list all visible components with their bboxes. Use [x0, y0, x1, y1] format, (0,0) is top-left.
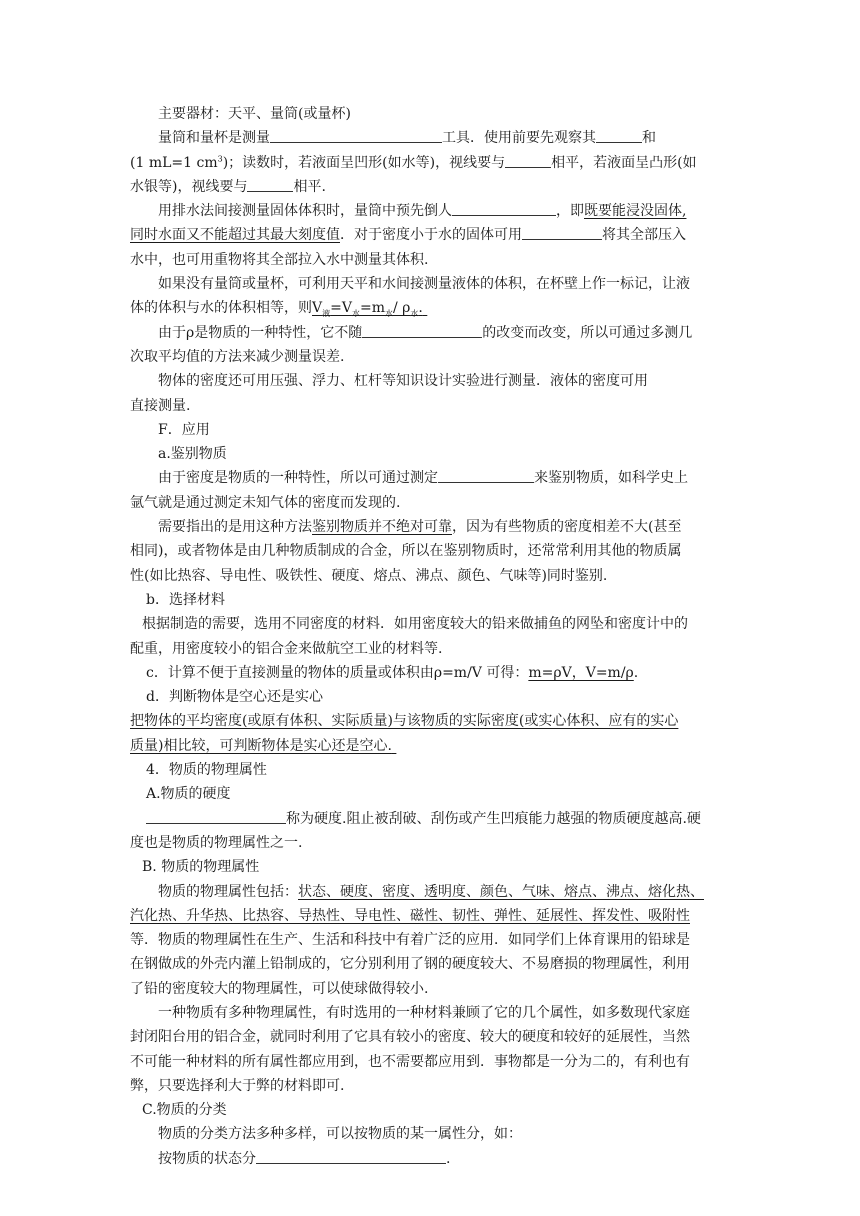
line-displacement-end: 水中，也可用重物将其全部拉入水中测量其体积. [130, 251, 429, 268]
line-no-cylinder: 如果没有量筒或量杯，可利用天平和水间接测量液体的体积，在杯壁上作一标记，让液 [158, 276, 690, 293]
heading-hollow: d．判断物体是空心还是实心 [146, 689, 323, 706]
heading-properties: B. 物质的物理属性 [142, 859, 260, 876]
line-reading-cont: 水银等)，视线要与 相平. [130, 175, 730, 199]
line-equipment: 主要器材：天平、量筒(或量杯) [158, 106, 351, 122]
document-body [130, 102, 730, 1171]
line-average: 次取平均值的方法来减少测量误差. [130, 348, 345, 365]
answer-blank[interactable] [256, 1148, 446, 1164]
line-by-state: 按物质的状态分 . [130, 1147, 730, 1171]
line-properties-list: 汽化热、升华热、比热容、导热性、导电性、磁性、韧性、弹性、延展性、挥发性、吸附性 [130, 907, 690, 924]
heading-materials: b．选择材料 [146, 591, 225, 608]
heading-section-4: 4．物质的物理属性 [146, 762, 267, 779]
answer-blank[interactable] [522, 224, 602, 240]
line-shot-put-end: 了铅的密度较大的物理属性，可以使球做得较小. [130, 980, 429, 997]
line-displacement-cont: 同时水面又不能超过其最大刻度值．对于密度小于水的固体可用 将其全部压入 [130, 223, 730, 247]
line-cylinder-intro: 量筒和量杯是测量 工具．使用前要先观察其 和 [130, 126, 730, 150]
answer-blank[interactable] [247, 176, 293, 192]
answer-blank[interactable] [270, 127, 442, 143]
line-materials-cont: 配重，用密度较小的铝合金来做航空工业的材料等. [130, 640, 443, 657]
answer-blank[interactable] [596, 127, 642, 143]
line-calculate: c．计算不便于直接测量的物体的质量或体积由ρ=m/V 可得：m=ρV，V=m/ρ. [146, 664, 639, 681]
line-note-cont: 相同)，或者物体是由几种物质制成的合金，所以在鉴别物质时，还常常利用其他的物质属 [130, 543, 682, 560]
answer-blank[interactable] [438, 467, 534, 483]
line-hollow: 把物体的平均密度(或原有体积、实际质量)与该物质的实际密度(或实心体积、应有的实心 [130, 713, 679, 730]
heading-hardness: A.物质的硬度 [146, 786, 231, 803]
line-classification: 物质的分类方法多种多样，可以按物质的某一属性分，如： [158, 1126, 522, 1143]
line-identify: 由于密度是物质的一种特性，所以可通过测定 来鉴别物质，如科学史上 [130, 466, 730, 490]
line-density-property: 由于ρ是物质的一种特性，它不随 的改变而改变，所以可通过多测几 [130, 321, 730, 345]
line-direct: 直接测量. [130, 397, 191, 414]
line-materials: 根据制造的需要，选用不同密度的材料．如用密度较大的铅来做捕鱼的网坠和密度计中的 [142, 616, 688, 633]
line-hardness: 称为硬度.阻止被刮破、刮伤或产生凹痕能力越强的物质硬度越高.硬 [130, 807, 730, 831]
line-aluminum: 封闭阳台用的铝合金，就同时利用了它具有较小的密度、较大的硬度和较好的延展性，当然 [130, 1029, 690, 1046]
line-volume-formula: 体的体积与水的体积相等，则$V_液=V_水=m_水/$ $\rho_水$. [130, 296, 730, 320]
line-hollow-cont: 质量)相比较，可判断物体是实心还是空心. [130, 737, 392, 754]
answer-blank[interactable] [362, 322, 482, 338]
line-note-end: 性(如比热容、导电性、吸铁性、硬度、熔点、沸点、颜色、气味等)同时鉴别. [130, 567, 608, 584]
line-properties-use: 等．物质的物理属性在生产、生活和科技中有着广泛的应用．如同学们上体育课用的铅球是 [130, 932, 690, 949]
line-shot-put: 在钢做成的外壳内灌上铅制成的，它分别利用了钢的硬度较大、不易磨损的物理属性，利用 [130, 956, 690, 973]
line-multi-property: 一种物质有多种物理属性，有时选用的一种材料兼顾了它的几个属性，如多数现代家庭 [158, 1004, 690, 1021]
line-trade-off: 不可能一种材料的所有属性都应用到，也不需要都应用到．事物都是一分为二的，有利也有 [130, 1053, 690, 1070]
line-trade-off-end: 弊，只要选择利大于弊的材料即可. [130, 1077, 345, 1094]
volume-formula: $V_液=V_水=m_水/$ $\rho_水$. [312, 300, 423, 319]
heading-application: F．应用 [158, 421, 210, 438]
answer-blank[interactable] [146, 808, 286, 824]
line-properties: 物质的物理属性包括：状态、硬度、密度、透明度、颜色、气味、熔点、沸点、熔化热、 [158, 883, 704, 900]
line-displacement: 用排水法间接测量固体体积时，量筒中预先倒人 ，即既要能浸没固体, [130, 199, 730, 223]
line-other-methods: 物体的密度还可用压强、浮力、杠杆等知识设计实验进行测量．液体的密度可用 [158, 373, 648, 390]
line-reading: (1 mL=1 $cm^3$)；读数时，若液面呈凹形(如水等)，视线要与 相平，若液面呈凸形(如 [130, 151, 730, 175]
heading-classification: C.物质的分类 [142, 1102, 227, 1119]
heading-identify: a.鉴别物质 [158, 446, 227, 463]
line-note: 需要指出的是用这种方法鉴别物质并不绝对可靠，因为有些物质的密度相差不大(甚至 [158, 519, 682, 536]
line-hardness-cont: 度也是物质的物理属性之一. [130, 834, 303, 851]
line-argon: 氩气就是通过测定未知气体的密度而发现的. [130, 494, 401, 511]
answer-blank[interactable] [505, 152, 551, 168]
answer-blank[interactable] [452, 200, 556, 216]
